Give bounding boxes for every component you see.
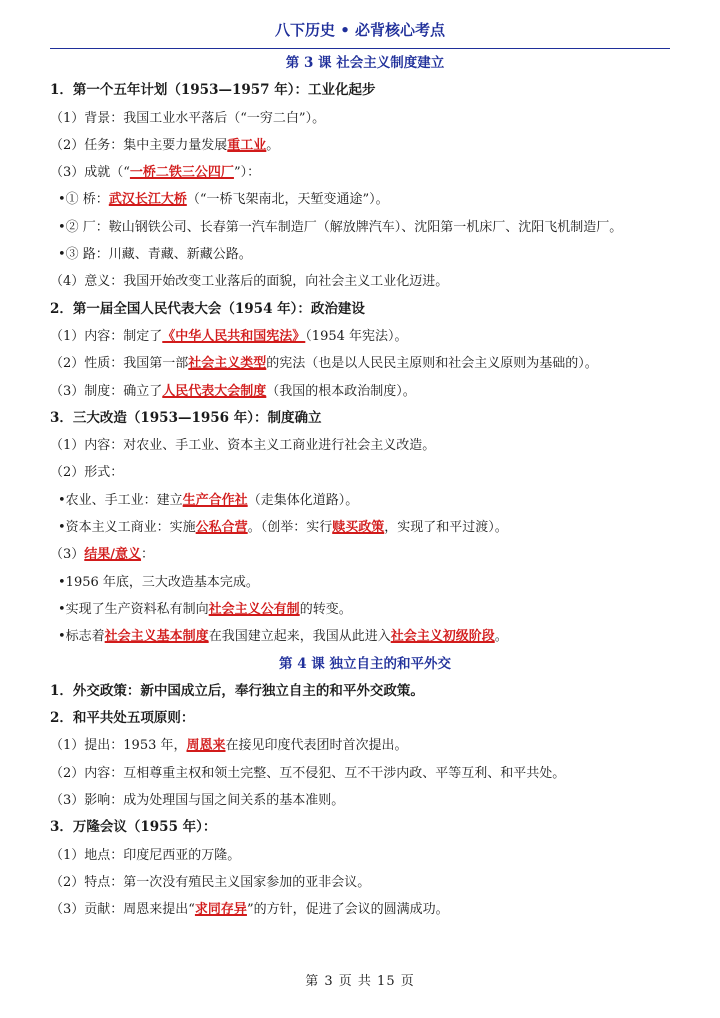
key-term: 人民代表大会制度 bbox=[162, 383, 267, 399]
text-line bbox=[50, 732, 680, 759]
text-segment: •1956 年底，三大改造基本完成。 bbox=[58, 574, 259, 590]
text-segment: （3）成就（“ bbox=[50, 165, 130, 181]
text-segment: （2）性质：我国第一部 bbox=[50, 356, 189, 372]
text-line bbox=[50, 159, 680, 186]
text-line bbox=[50, 787, 680, 814]
key-term: 《中华人民共和国宪法》 bbox=[162, 328, 306, 344]
text-segment: （2）内容：互相尊重主权和领土完整、互不侵犯、互不干涉内政、平等互利、和平共处。 bbox=[50, 765, 566, 781]
topic-heading bbox=[50, 77, 680, 104]
text-segment: ： bbox=[141, 547, 155, 563]
text-line bbox=[50, 350, 680, 377]
bullet-line bbox=[50, 186, 680, 213]
text-segment: 政策。 bbox=[383, 682, 424, 699]
topic-heading bbox=[50, 405, 680, 432]
bold-term: 独立自主的和平外交 bbox=[261, 682, 384, 699]
text-segment: ”的方针，促进了会议的圆满成功。 bbox=[246, 902, 449, 918]
document-body bbox=[50, 50, 680, 924]
text-segment: （3）制度：确立了 bbox=[50, 383, 163, 399]
key-term: 武汉长江大桥 bbox=[108, 192, 187, 208]
key-term: 社会主义初级阶段 bbox=[390, 629, 495, 645]
page-footer: 第 3 页 共 15 页 bbox=[305, 974, 415, 989]
key-term: 重工业 bbox=[227, 137, 267, 153]
key-term: 社会主义公有制 bbox=[208, 601, 300, 617]
text-segment: 的宪法（也是以人民民主原则和社会主义原则为基础的）。 bbox=[266, 356, 598, 372]
text-line bbox=[50, 842, 680, 869]
text-segment: （1）地点：印度尼西亚的万隆。 bbox=[50, 847, 241, 863]
bullet-line bbox=[50, 487, 680, 514]
bullet-line bbox=[50, 514, 680, 541]
text-segment: •② 厂：鞍山钢铁公司、长春第一汽车制造厂（解放牌汽车）、沈阳第一机床厂、沈阳飞机制造厂。 bbox=[58, 219, 623, 235]
text-segment: •③ 路：川藏、青藏、新藏公路。 bbox=[58, 247, 252, 263]
bullet-line bbox=[50, 569, 680, 596]
text-line bbox=[50, 869, 680, 896]
text-segment: 2．和平共处五项原则： bbox=[50, 710, 195, 727]
text-segment: •标志着 bbox=[58, 629, 105, 645]
text-segment: ，实现了和平过渡）。 bbox=[384, 520, 508, 536]
text-line bbox=[50, 323, 680, 350]
text-line bbox=[50, 541, 680, 568]
section-title bbox=[50, 651, 680, 678]
text-line bbox=[50, 760, 680, 787]
text-segment: （1）提出：1953 年， bbox=[50, 738, 187, 754]
text-segment: （2）形式： bbox=[50, 465, 124, 481]
text-segment: •① 桥： bbox=[58, 192, 109, 208]
key-term: 赎买政策 bbox=[332, 520, 385, 536]
text-segment: （2）任务：集中主要力量发展 bbox=[50, 137, 228, 153]
text-segment: （“一桥飞架南北，天堑变通途”）。 bbox=[186, 192, 389, 208]
text-segment: （我国的根本政治制度）。 bbox=[266, 383, 416, 399]
text-line bbox=[50, 268, 680, 295]
text-segment: （4）意义：我国开始改变工业落后的面貌，向社会主义工业化迈进。 bbox=[50, 274, 449, 290]
bullet-line bbox=[50, 596, 680, 623]
key-term: 周恩来 bbox=[186, 738, 226, 754]
text-segment: 在接见印度代表团时首次提出。 bbox=[225, 738, 408, 754]
text-segment: 新中国成立后，奉行 bbox=[140, 682, 262, 699]
text-line bbox=[50, 105, 680, 132]
text-segment: 。 bbox=[494, 629, 508, 645]
bold-term: 1．外交政策： bbox=[50, 682, 141, 699]
text-segment: （3）影响：成为处理国与国之间关系的基本准则。 bbox=[50, 793, 345, 809]
text-segment: （3）贡献：周恩来提出“ bbox=[50, 902, 195, 918]
text-segment: 。（创举：实行 bbox=[247, 520, 333, 536]
text-segment: （1）内容：对农业、手工业、资本主义工商业进行社会主义改造。 bbox=[50, 438, 436, 454]
key-term: 求同存异 bbox=[194, 902, 247, 918]
topic-heading bbox=[50, 814, 680, 841]
text-segment: （走集体化道路）。 bbox=[247, 492, 359, 508]
text-segment: （1）背景：我国工业水平落后（“一穷二白”）。 bbox=[50, 110, 326, 126]
text-segment: 的转变。 bbox=[299, 601, 352, 617]
text-segment: 第 3 课 社会主义制度建立 bbox=[285, 55, 445, 71]
text-segment: 3．万隆会议（1955 年）： bbox=[50, 819, 217, 836]
section-title bbox=[50, 50, 680, 77]
bullet-line bbox=[50, 623, 680, 650]
text-segment: （1）内容：制定了 bbox=[50, 328, 163, 344]
text-segment: 1．第一个五年计划（1953—1957 年）：工业化起步 bbox=[50, 82, 376, 99]
text-segment: ”）： bbox=[233, 165, 261, 181]
text-segment: （3） bbox=[50, 547, 85, 563]
key-term: 社会主义基本制度 bbox=[104, 629, 209, 645]
text-segment: •实现了生产资料私有制向 bbox=[58, 601, 209, 617]
key-term: 结果/意义 bbox=[84, 547, 142, 563]
text-line bbox=[50, 896, 680, 923]
text-segment: 第 4 课 独立自主的和平外交 bbox=[279, 655, 451, 672]
bullet-line bbox=[50, 241, 680, 268]
text-segment: （2）特点：第一次没有殖民主义国家参加的亚非会议。 bbox=[50, 874, 371, 890]
text-line bbox=[50, 432, 680, 459]
page-header: 八下历史 • 必背核心考点 bbox=[50, 12, 670, 49]
text-segment: 。 bbox=[266, 137, 280, 153]
key-term: 生产合作社 bbox=[182, 492, 248, 508]
text-line bbox=[50, 378, 680, 405]
text-segment: 3．三大改造（1953—1956 年）：制度确立 bbox=[50, 409, 322, 426]
topic-heading bbox=[50, 296, 680, 323]
text-segment: 2．第一届全国人民代表大会（1954 年）：政治建设 bbox=[50, 300, 365, 317]
topic-heading bbox=[50, 678, 680, 705]
text-segment: （1954 年宪法）。 bbox=[305, 328, 408, 344]
topic-heading bbox=[50, 705, 680, 732]
text-line bbox=[50, 132, 680, 159]
key-term: 公私合营 bbox=[195, 520, 248, 536]
key-term: 社会主义类型 bbox=[188, 356, 267, 372]
text-segment: 在我国建立起来，我国从此进入 bbox=[208, 629, 391, 645]
text-segment: •农业、手工业：建立 bbox=[58, 492, 183, 508]
key-term: 一桥二铁三公四厂 bbox=[129, 165, 234, 181]
text-segment: •资本主义工商业：实施 bbox=[58, 520, 196, 536]
text-line bbox=[50, 459, 680, 486]
bullet-line bbox=[50, 214, 680, 241]
